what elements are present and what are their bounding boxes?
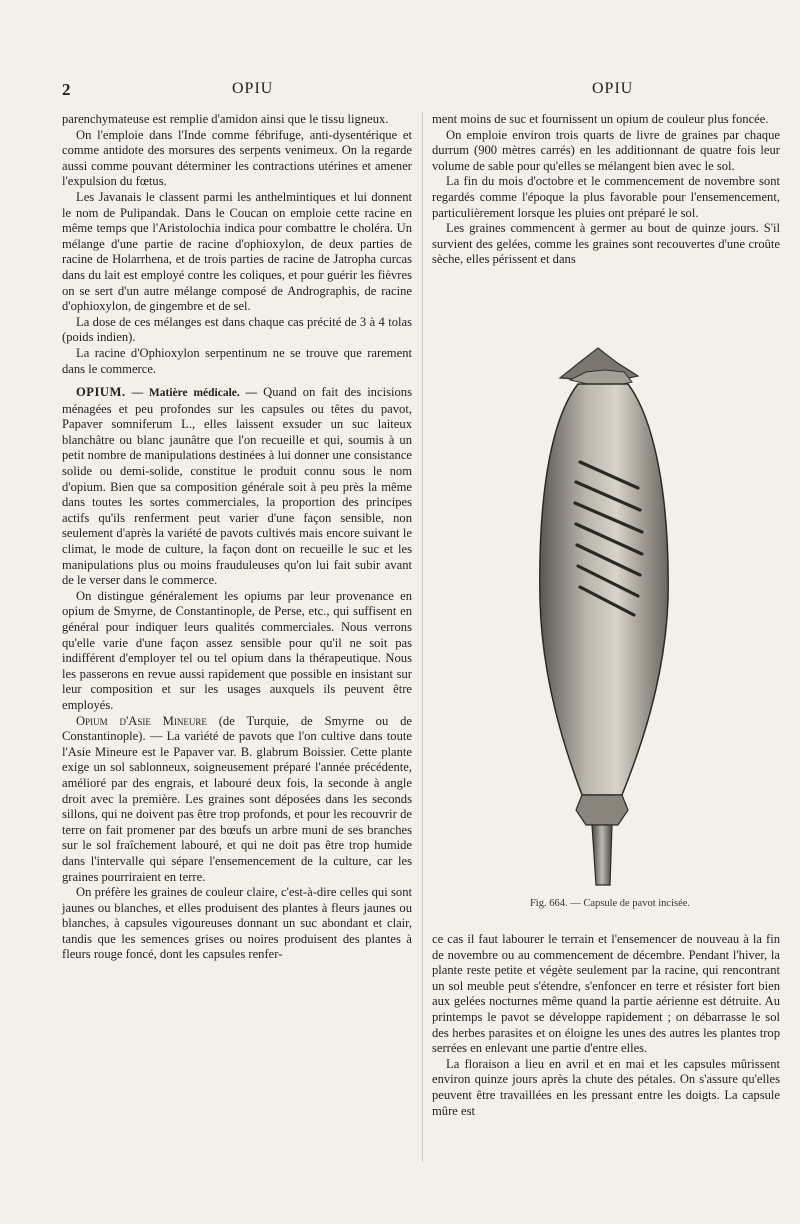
right-column-bottom — [432, 932, 780, 1162]
paragraph: On distingue généralement les opiums par leur provenance en opium de Smyrne, de Constantinople, de Perse, etc., qui suffisent en général pour indiquer leurs qualités commerciales. Nous verrons qu'elle varie d'une façon assez sensible pour qu'il ne soit pas indifférent d'employer tel ou tel opium dans la thérapeutique. Nous les passerons en revue aussi rapidement que possible en insistant sur leur composition et sur les usages auxquels ils peuvent être employés. — [62, 588, 412, 712]
paragraph: Les Javanais le classent parmi les anthelmintiques et lui donnent le nom de Pulipandak. Dans le Coucan on emploie cette racine en même temps que l'Aristolochia indica pour combattre le choléra. Un mélange d'une partie de racine d'ophioxylon, de deux parties de racine de Holarrhena, et de trois parties de racine de Jatropha curcas dans du lait est employé contre les coliques, et pour guérir les fièvres on se sert d'un autre mélange composé de Andrographis, de racine d'ophioxylon, de gingembre et de sel. — [62, 189, 412, 314]
paragraph: La dose de ces mélanges est dans chaque cas précité de 3 à 4 tolas (poids indien). — [62, 314, 412, 345]
poppy-capsule-icon — [520, 340, 690, 890]
page-number: 2 — [62, 80, 71, 99]
left-column — [62, 112, 412, 1162]
paragraph: parenchymateuse est remplie d'amidon ainsi que le tissu ligneux. — [62, 112, 389, 126]
right-column-top — [432, 112, 780, 332]
entry-heading: OPIUM. — [76, 385, 126, 400]
paragraph: ment moins de suc et fournissent un opium de couleur plus foncée. — [432, 112, 769, 126]
figure-caption: Fig. 664. — Capsule de pavot incisée. — [529, 898, 691, 909]
poppy-capsule-illustration — [520, 340, 690, 890]
asie-section — [62, 714, 412, 886]
paragraph: La floraison a lieu en avril et en mai et les capsules mûrissent environ quinze jours après la chute des pétales. On s'assure qu'elles peuvent être travaillées en les pressant entre les doigts. La capsule mûre est — [432, 1056, 780, 1118]
entry-subheading: — Matière médicale. — — [131, 387, 258, 400]
opium-entry — [62, 385, 412, 589]
column-divider — [422, 112, 423, 1162]
page-header — [62, 80, 762, 102]
paragraph: On emploie environ trois quarts de livre de graines par chaque durrum (900 mètres carrés) en les additionnant de quatre fois leur volume de sable pour qu'elles se mélangent bien avec le sol. — [432, 127, 780, 173]
paragraph: Les graines commencent à germer au bout de quinze jours. S'il survient des gelées, comme les graines sont recouvertes d'une croûte sèche, elles périssent et dans — [432, 221, 780, 267]
entry-text: Quand on fait des incisions ménagées et peu profondes sur les capsules ou têtes du pavot, Papaver somniferum L., elles laissent exsuder un suc laiteux blanchâtre ou blanc jaunâtre que l'on recueille et qui, soumis à un petit nombre de manipulations destinées à lui donner une consistance solide ou demi-solide, constitue le produit connu sous le nom d'opium. Bien que sa composition générale soit à peu près la même dans toutes les sortes commerciales, la proportion des principes actifs qu'ils renferment peut varier d'une façon sensible, non seulement d'après la variété de pavots cultivés mais encore suivant le climat, le mode de culture, la façon dont on recueille le suc et les manipulations plus ou moins frauduleuses qu'on lui fait subir avant de le verser dans le commerce. — [62, 385, 412, 588]
paragraph: La fin du mois d'octobre et le commencement de novembre sont regardés comme l'époque la plus favorable pour l'ensemencement, particulièrement lorsque les pluies ont préparé le sol. — [432, 174, 780, 220]
running-title-left: OPIU — [232, 80, 274, 97]
paragraph: La racine d'Ophioxylon serpentinum ne se trouve que rarement dans le commerce. — [62, 345, 412, 376]
running-title-right: OPIU — [592, 80, 634, 97]
paragraph: On préfère les graines de couleur claire, c'est-à-dire celles qui sont jaunes ou blanches, et elles produisent des plantes à fleurs jaunes ou blanches, à capsules vigoureuses donnant un suc abondant et clair, tandis que les semences grises ou noires produisent des plantes à fleurs rouge foncé, dont les capsules renfer- — [62, 885, 412, 962]
section-heading: Opium d'Asie Mineure — [76, 713, 207, 728]
section-text: (de Turquie, de Smyrne ou de Constantinople). — La variété de pavots que l'on cultive dans toute l'Asie Mineure est le Papaver var. B. glabrum Boissier. Cette plante exige un sol sablonneux, soigneusement préparé l'année précédente, amélioré par des engrais, et labouré deux fois, la seconde à angle droit avec la première. Les graines sont déposées dans les seconds sillons, qui ne doivent pas être trop profonds, et pour les recouvrir de terre on fait promener par des bœufs un arbre muni de ses branches sur le sol fraîchement labouré, et qui ne doit pas être trop humide dans l'intervalle qui sépare l'ensemencement de la culture, car les graines pourriraient en terre. — [62, 713, 412, 884]
paragraph: On l'emploie dans l'Inde comme fébrifuge, anti-dysentérique et comme antidote des morsures des serpents venimeux. On la regarde aussi comme pouvant déterminer les contractions utérines et amener l'expulsion du fœtus. — [62, 127, 412, 189]
paragraph: ce cas il faut labourer le terrain et l'ensemencer de nouveau à la fin de novembre ou au commencement de décembre. Pendant l'hiver, la plante reste petite et végète seulement par la racine, qui rencontrant un sol meuble peut s'étendre, s'enfoncer en terre et résister fort bien aux gelées nocturnes même quand la partie aérienne est détruite. Au printemps le pavot se développe rapidement ; on débarrasse le sol des herbes parasites et on éloigne les unes des autres les plantes trop serrées en enlevant une partie d'entre elles. — [432, 932, 780, 1056]
